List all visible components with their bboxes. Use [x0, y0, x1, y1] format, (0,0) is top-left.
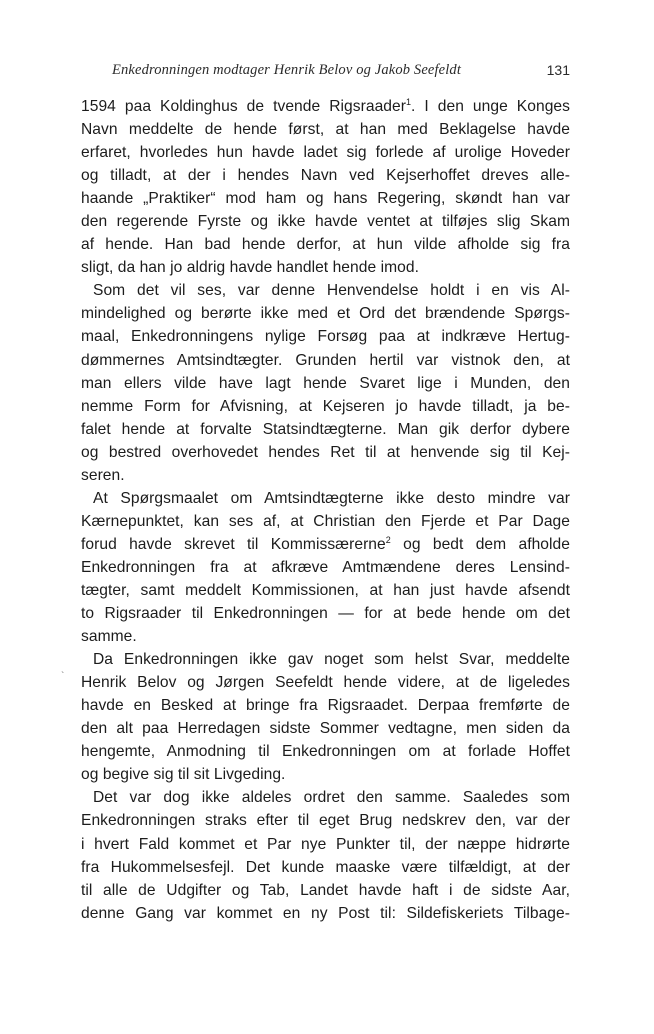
- running-title: Enkedronningen modtager Henrik Belov og Jakob Seefeldt: [112, 62, 462, 78]
- line-text: Kærnepunktet, kan ses af, at Christian den Fjerde et Par Dage: [81, 512, 570, 530]
- line-text: havde en Besked at bringe fra Rigsraadet. Derpaa fremførte de: [81, 697, 570, 715]
- line-text: Navn meddelte de hende først, at han med Beklagelse havde: [81, 121, 570, 139]
- text-line: [81, 902, 570, 925]
- text-line: [81, 786, 570, 809]
- text-line: [81, 233, 570, 256]
- line-text: denne Gang var kommet en ny Post til: Sildefiskeriets Tilbage-: [81, 904, 570, 922]
- line-text: haande „Praktiker“ mod ham og hans Regering, skøndt han var: [81, 190, 570, 208]
- text-line: [81, 671, 570, 694]
- line-text: fra Hukommelsesfejl. Det kunde maaske være tilfældigt, at der: [81, 858, 570, 876]
- text-line: [81, 302, 570, 325]
- text-line: [81, 187, 570, 210]
- running-header: [80, 62, 570, 82]
- line-text-continued: og bedt dem afholde: [390, 535, 570, 553]
- text-line: [81, 763, 570, 786]
- line-text: nemme Form for Afvisning, at Kejseren jo havde tilladt, ja be-: [81, 397, 570, 415]
- text-line: [81, 579, 570, 602]
- body-text: [81, 95, 570, 925]
- line-text: og tilladt, at der i hendes Navn ved Kejserhoffet dreves alle-: [81, 167, 570, 185]
- line-text: 1594 paa Koldinghus de tvende Rigsraader: [81, 98, 406, 115]
- footnote-marker: 1: [405, 97, 412, 107]
- line-text: og begive sig til sit Livgeding.: [81, 766, 286, 784]
- line-text: den alt paa Herredagen sidste Sommer vedtagne, men siden da: [81, 720, 570, 738]
- margin-mark: `: [61, 671, 65, 682]
- text-line: [81, 349, 570, 372]
- text-line: [81, 625, 570, 648]
- line-text: i hvert Fald kommet et Par nye Punkter til, der næppe hidrørte: [81, 835, 570, 853]
- text-line: [81, 879, 570, 902]
- line-text: Da Enkedronningen ikke gav noget som helst Svar, meddelte: [93, 651, 570, 669]
- line-text: hengemte, Anmodning til Enkedronningen om at forlade Hoffet: [81, 743, 570, 761]
- text-line: [81, 533, 570, 556]
- text-line: [81, 210, 570, 233]
- line-text: to Rigsraader til Enkedronningen — for at bede hende om det: [81, 605, 570, 623]
- text-line: [81, 464, 570, 487]
- text-line: [81, 141, 570, 164]
- text-line: [81, 118, 570, 141]
- line-text: seren.: [81, 466, 125, 484]
- text-line: [81, 694, 570, 717]
- line-text: af hende. Han bad hende derfor, at hun vilde afholde sig fra: [81, 236, 570, 254]
- line-text: til alle de Udgifter og Tab, Landet havde haft i de sidste Aar,: [81, 881, 570, 899]
- line-text: Henrik Belov og Jørgen Seefeldt hende videre, at de ligeledes: [81, 674, 570, 692]
- line-text: falet hende at forvalte Statsindtægterne. Man gik derfor dybere: [81, 420, 570, 438]
- text-line: [81, 487, 570, 510]
- text-line: [81, 325, 570, 348]
- text-line: [81, 856, 570, 879]
- footnote-marker: 2: [385, 534, 391, 545]
- text-line: [81, 395, 570, 418]
- line-text: dømmernes Amtsindtægter. Grunden hertil var vistnok den, at: [81, 351, 570, 369]
- text-line: [81, 256, 570, 279]
- text-line: [81, 740, 570, 763]
- line-text-continued: . I den unge Konges: [411, 98, 570, 115]
- line-text: mindelighed og berørte ikke med et Ord det brændende Spørgs-: [81, 305, 570, 323]
- line-text: At Spørgsmaalet om Amtsindtægterne ikke desto mindre var: [93, 489, 570, 507]
- text-line: [81, 648, 570, 671]
- line-text: og bestred overhovedet hendes Ret til at henvende sig til Kej-: [81, 443, 570, 461]
- text-line: [81, 164, 570, 187]
- text-line: [81, 556, 570, 579]
- line-text: Det var dog ikke aldeles ordret den samme. Saaledes som: [93, 789, 570, 807]
- line-text: erfaret, hvorledes hun havde ladet sig forlede af urolige Hoveder: [81, 144, 570, 162]
- line-text: sligt, da han jo aldrig havde handlet hende imod.: [81, 259, 419, 277]
- line-text: Som det vil ses, var denne Henvendelse holdt i en vis Al-: [93, 282, 570, 300]
- line-text: tægter, samt meddelt Kommissionen, at han just havde afsendt: [81, 581, 570, 599]
- line-text: den regerende Fyrste og ikke havde ventet at tilføjes slig Skam: [81, 213, 570, 231]
- page-number: 131: [546, 62, 570, 78]
- text-line: [81, 717, 570, 740]
- text-line: [81, 372, 570, 395]
- text-line: [81, 95, 570, 118]
- line-text: Enkedronningen fra at afkræve Amtmændene deres Lensind-: [81, 558, 570, 576]
- text-line: [81, 602, 570, 625]
- line-text: Enkedronningen straks efter til eget Brug nedskrev den, var der: [81, 812, 570, 830]
- text-line: [81, 833, 570, 856]
- text-line: [81, 510, 570, 533]
- text-line: [81, 441, 570, 464]
- line-text: forud havde skrevet til Kommissærerne: [81, 535, 386, 553]
- line-text: maal, Enkedronningens nylige Forsøg paa at indkræve Hertug-: [81, 328, 570, 346]
- text-line: [81, 279, 570, 302]
- text-line: [81, 809, 570, 832]
- text-line: [81, 418, 570, 441]
- line-text: man ellers vilde have lagt hende Svaret lige i Munden, den: [81, 374, 570, 392]
- line-text: samme.: [81, 628, 137, 646]
